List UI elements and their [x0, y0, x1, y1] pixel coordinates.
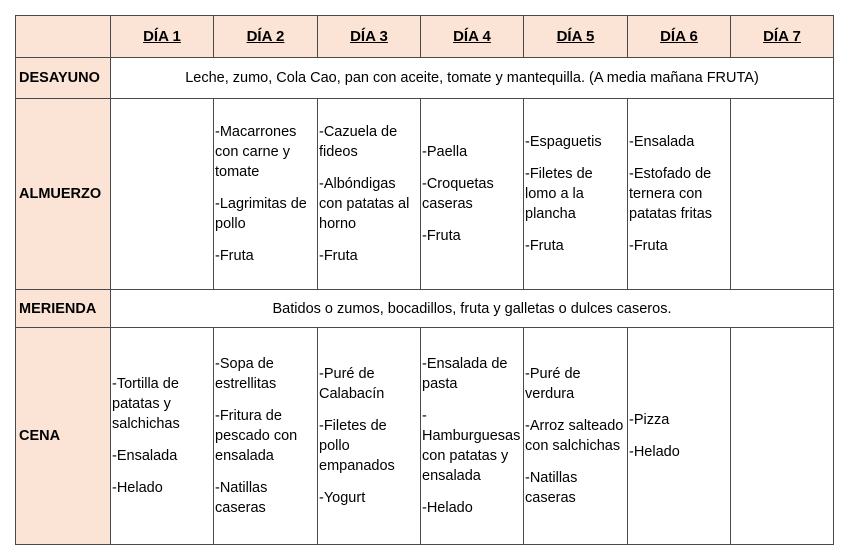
- day-header-2: DÍA 2: [214, 16, 318, 58]
- meal-item: -Cazuela de fideos: [319, 124, 398, 160]
- meal-item: -Helado: [112, 480, 163, 496]
- header-row: [16, 16, 834, 58]
- day-header-6: DÍA 6: [628, 16, 731, 58]
- cena-day-4: [421, 328, 524, 545]
- meal-item: -Helado: [629, 444, 680, 460]
- merienda-text: Batidos o zumos, bocadillos, fruta y galletas o dulces caseros.: [111, 290, 834, 328]
- meal-item: -Fruta: [422, 228, 461, 244]
- corner-cell: [16, 16, 111, 58]
- almuerzo-day-3: [318, 99, 421, 290]
- meal-item: -Filetes de pollo empanados: [319, 418, 395, 474]
- weekly-menu-table: [15, 15, 834, 545]
- desayuno-label: DESAYUNO: [16, 58, 111, 99]
- meal-item: -Ensalada de pasta: [422, 356, 508, 392]
- cena-label: CENA: [16, 328, 111, 545]
- almuerzo-day-6: [628, 99, 731, 290]
- desayuno-text: Leche, zumo, Cola Cao, pan con aceite, tomate y mantequilla. (A media mañana FRUTA): [111, 58, 834, 99]
- almuerzo-label: ALMUERZO: [16, 99, 111, 290]
- meal-item: -Yogurt: [319, 490, 366, 506]
- almuerzo-day-5: [524, 99, 628, 290]
- cena-day-6: [628, 328, 731, 545]
- almuerzo-day-1: [111, 99, 214, 290]
- meal-item: -Arroz salteado con salchichas: [525, 418, 624, 454]
- meal-item: -Helado: [422, 500, 473, 516]
- day-header-3: DÍA 3: [318, 16, 421, 58]
- day-header-7: DÍA 7: [731, 16, 834, 58]
- meal-item: -Natillas caseras: [215, 480, 268, 516]
- meal-item: -Fruta: [215, 248, 254, 264]
- meal-item: -Espaguetis: [525, 134, 602, 150]
- cena-day-5: [524, 328, 628, 545]
- meal-item: -Fruta: [525, 238, 564, 254]
- meal-item: -Natillas caseras: [525, 470, 578, 506]
- cena-day-1: [111, 328, 214, 545]
- almuerzo-row: [16, 99, 834, 290]
- meal-item: -Puré de Calabacín: [319, 366, 385, 402]
- day-header-4: DÍA 4: [421, 16, 524, 58]
- almuerzo-day-4: [421, 99, 524, 290]
- day-header-1: DÍA 1: [111, 16, 214, 58]
- almuerzo-day-7: [731, 99, 834, 290]
- merienda-label: MERIENDA: [16, 290, 111, 328]
- meal-item: -Sopa de estrellitas: [215, 356, 277, 392]
- desayuno-row: [16, 58, 834, 99]
- meal-item: -Ensalada: [629, 134, 695, 150]
- meal-item: -Macarrones con carne y tomate: [215, 124, 297, 180]
- meal-item: -Puré de verdura: [525, 366, 581, 402]
- cena-day-2: [214, 328, 318, 545]
- meal-item: -Ensalada: [112, 448, 178, 464]
- meal-item: -Tortilla de patatas y salchichas: [112, 376, 180, 432]
- meal-item: -Fruta: [319, 248, 358, 264]
- meal-item: -Estofado de ternera con patatas fritas: [629, 166, 713, 222]
- meal-item: -Pizza: [629, 412, 670, 428]
- almuerzo-day-2: [214, 99, 318, 290]
- merienda-row: [16, 290, 834, 328]
- meal-item: -Paella: [422, 144, 468, 160]
- cena-day-3: [318, 328, 421, 545]
- cena-day-7: [731, 328, 834, 545]
- meal-item: -Albóndigas con patatas al horno: [319, 176, 410, 232]
- meal-item: -Croquetas caseras: [422, 176, 494, 212]
- day-header-5: DÍA 5: [524, 16, 628, 58]
- meal-item: -Filetes de lomo a la plancha: [525, 166, 593, 222]
- meal-item: -Fritura de pescado con ensalada: [215, 408, 298, 464]
- cena-row: [16, 328, 834, 545]
- meal-item: -Fruta: [629, 238, 668, 254]
- meal-item: - Hamburguesas con patatas y ensalada: [422, 408, 521, 484]
- meal-item: -Lagrimitas de pollo: [215, 196, 307, 232]
